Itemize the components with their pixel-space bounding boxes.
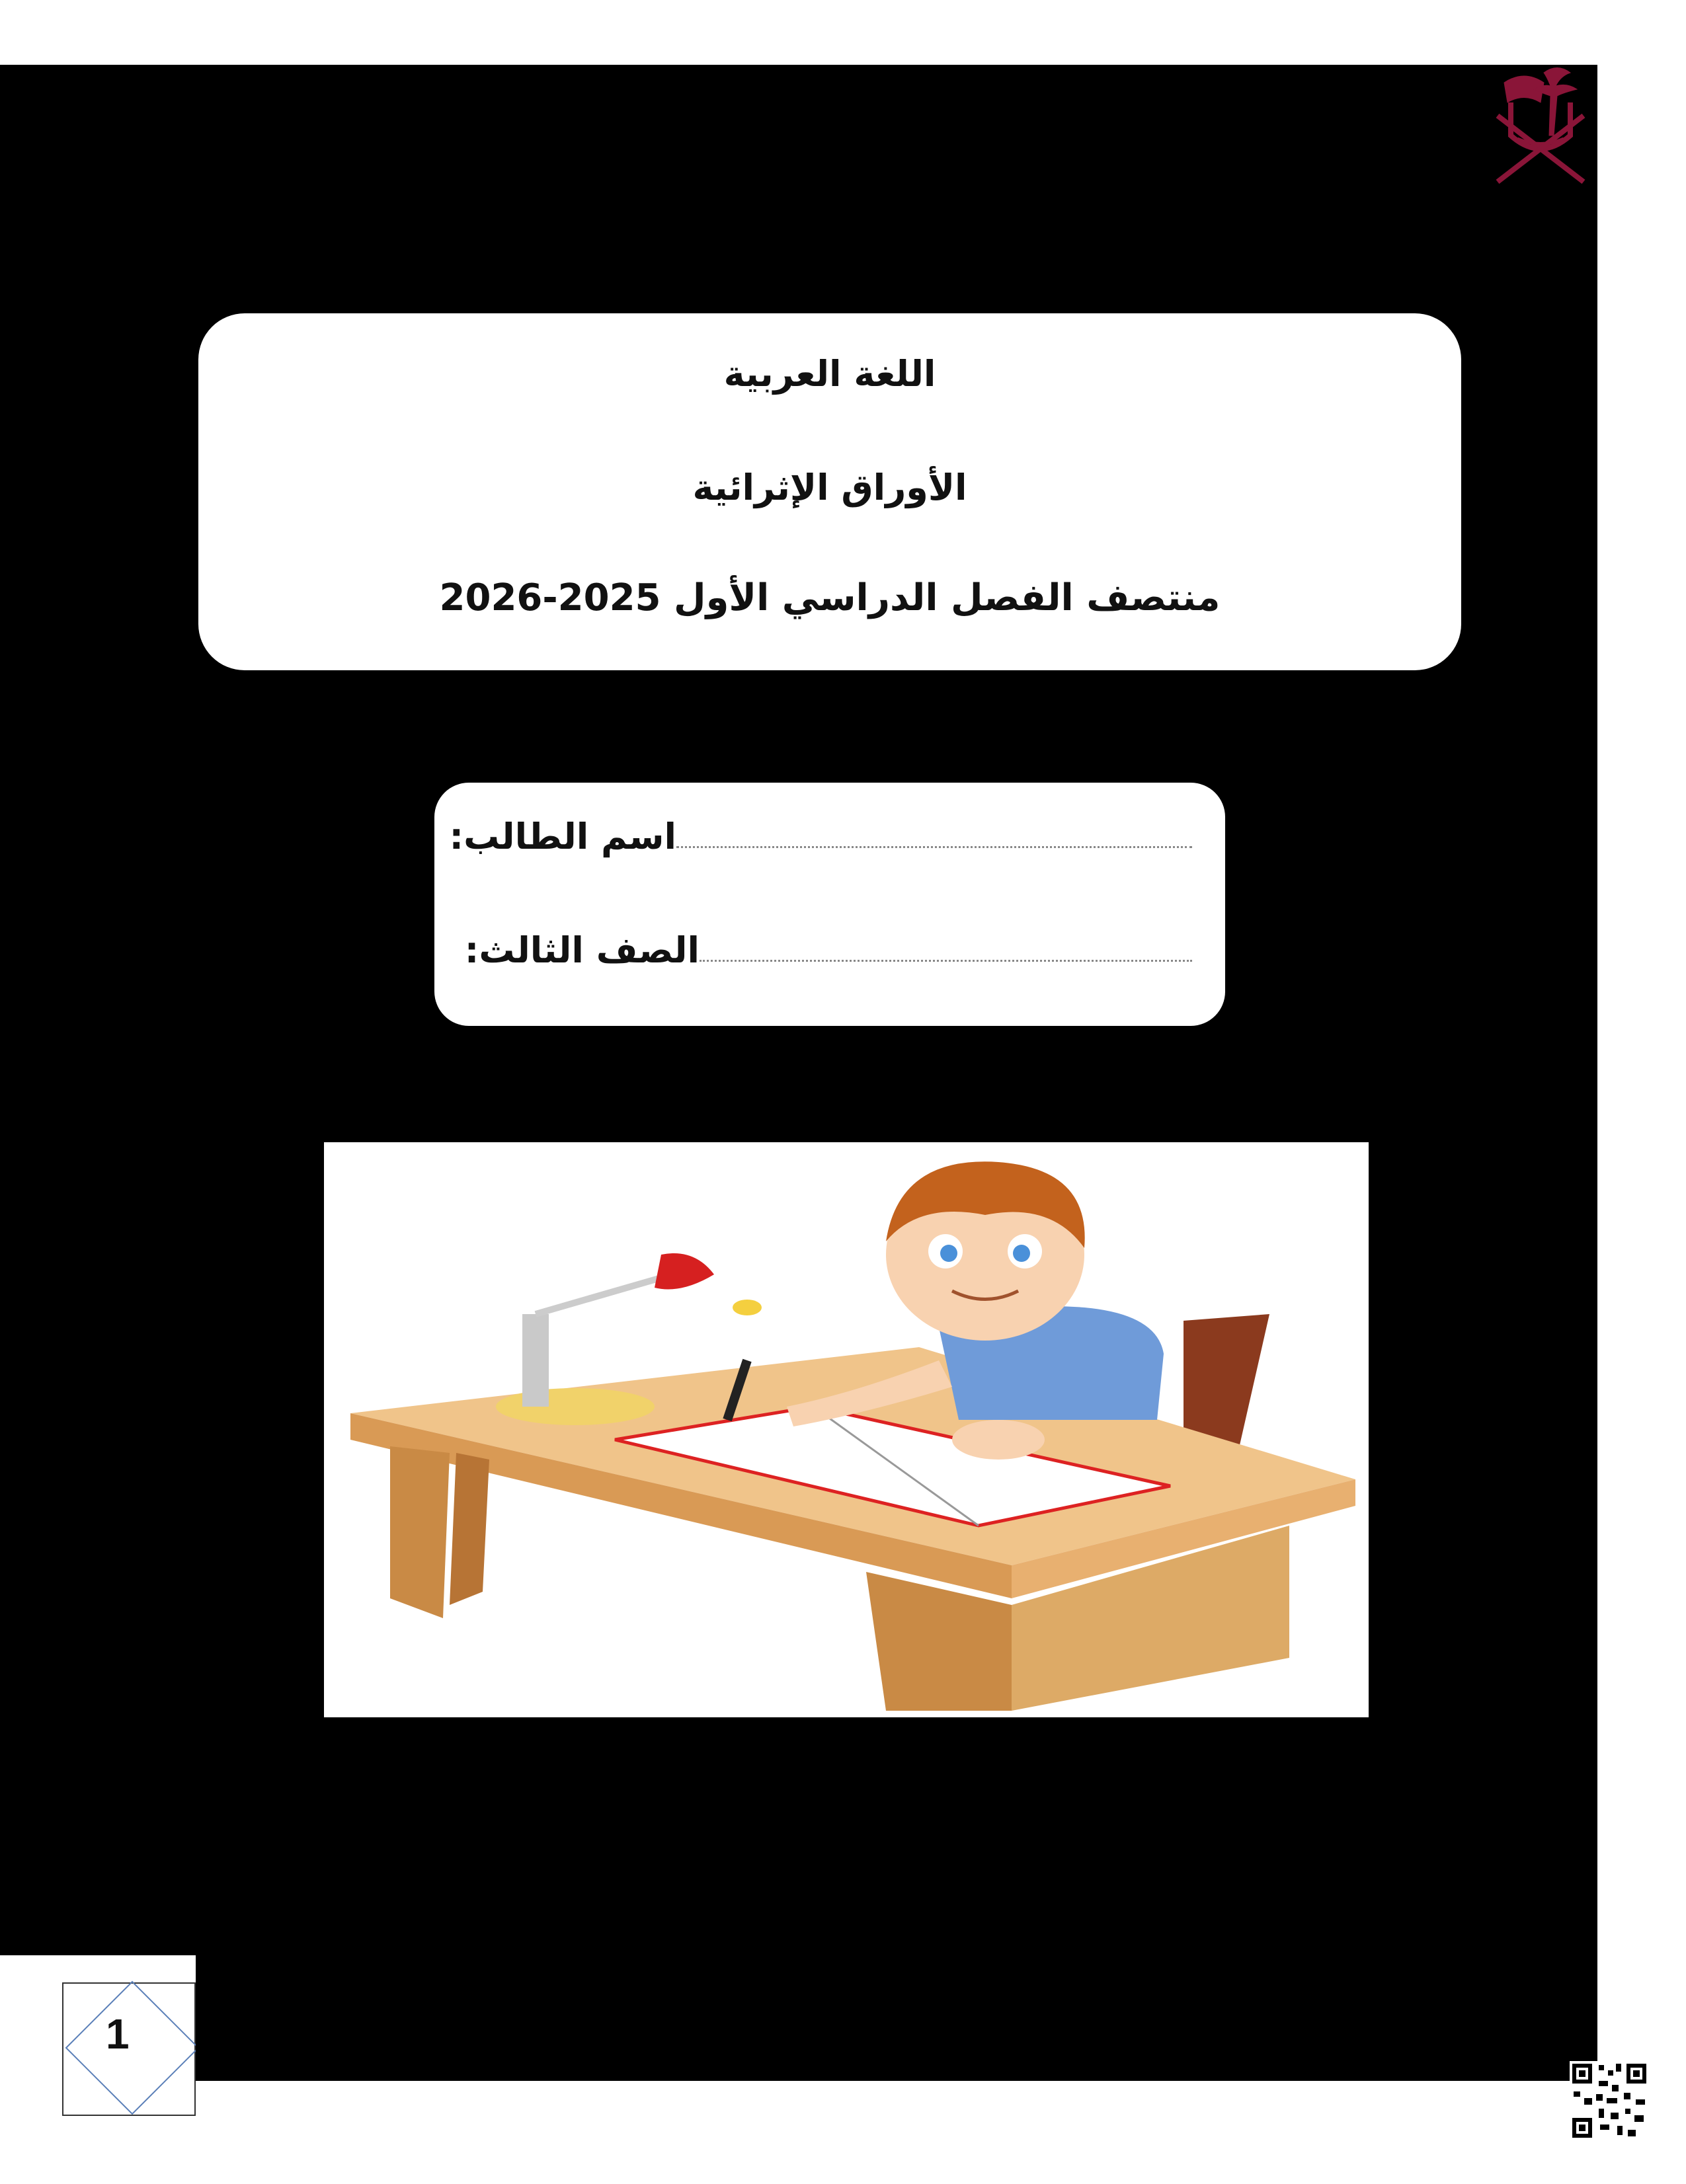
grade-label: الصف الثالث: bbox=[464, 929, 700, 971]
student-name-input-line[interactable] bbox=[676, 846, 1192, 848]
qr-code-icon bbox=[1570, 2061, 1649, 2140]
page-number-badge-icon bbox=[0, 1955, 196, 2181]
page-number-area bbox=[0, 1955, 196, 2181]
grade-field bbox=[465, 929, 1196, 971]
grade-input-line[interactable] bbox=[700, 960, 1192, 962]
title-card bbox=[198, 313, 1461, 670]
page-margin-right bbox=[1597, 0, 1686, 2181]
student-name-label: اسم الطالب: bbox=[449, 816, 676, 857]
boy-writing-at-desk-icon bbox=[324, 1142, 1369, 1717]
boy-writing-illustration bbox=[324, 1142, 1369, 1717]
document-title: الأوراق الإثرائية bbox=[692, 467, 967, 508]
subject-title: اللغة العربية bbox=[723, 353, 936, 395]
student-info-card bbox=[434, 783, 1225, 1026]
student-name-field bbox=[450, 816, 1196, 857]
page-number: 1 bbox=[106, 2010, 130, 2058]
term-title: منتصف الفصل الدراسي الأول 2025-2026 bbox=[439, 576, 1221, 619]
state-emblem-icon bbox=[1484, 63, 1597, 188]
